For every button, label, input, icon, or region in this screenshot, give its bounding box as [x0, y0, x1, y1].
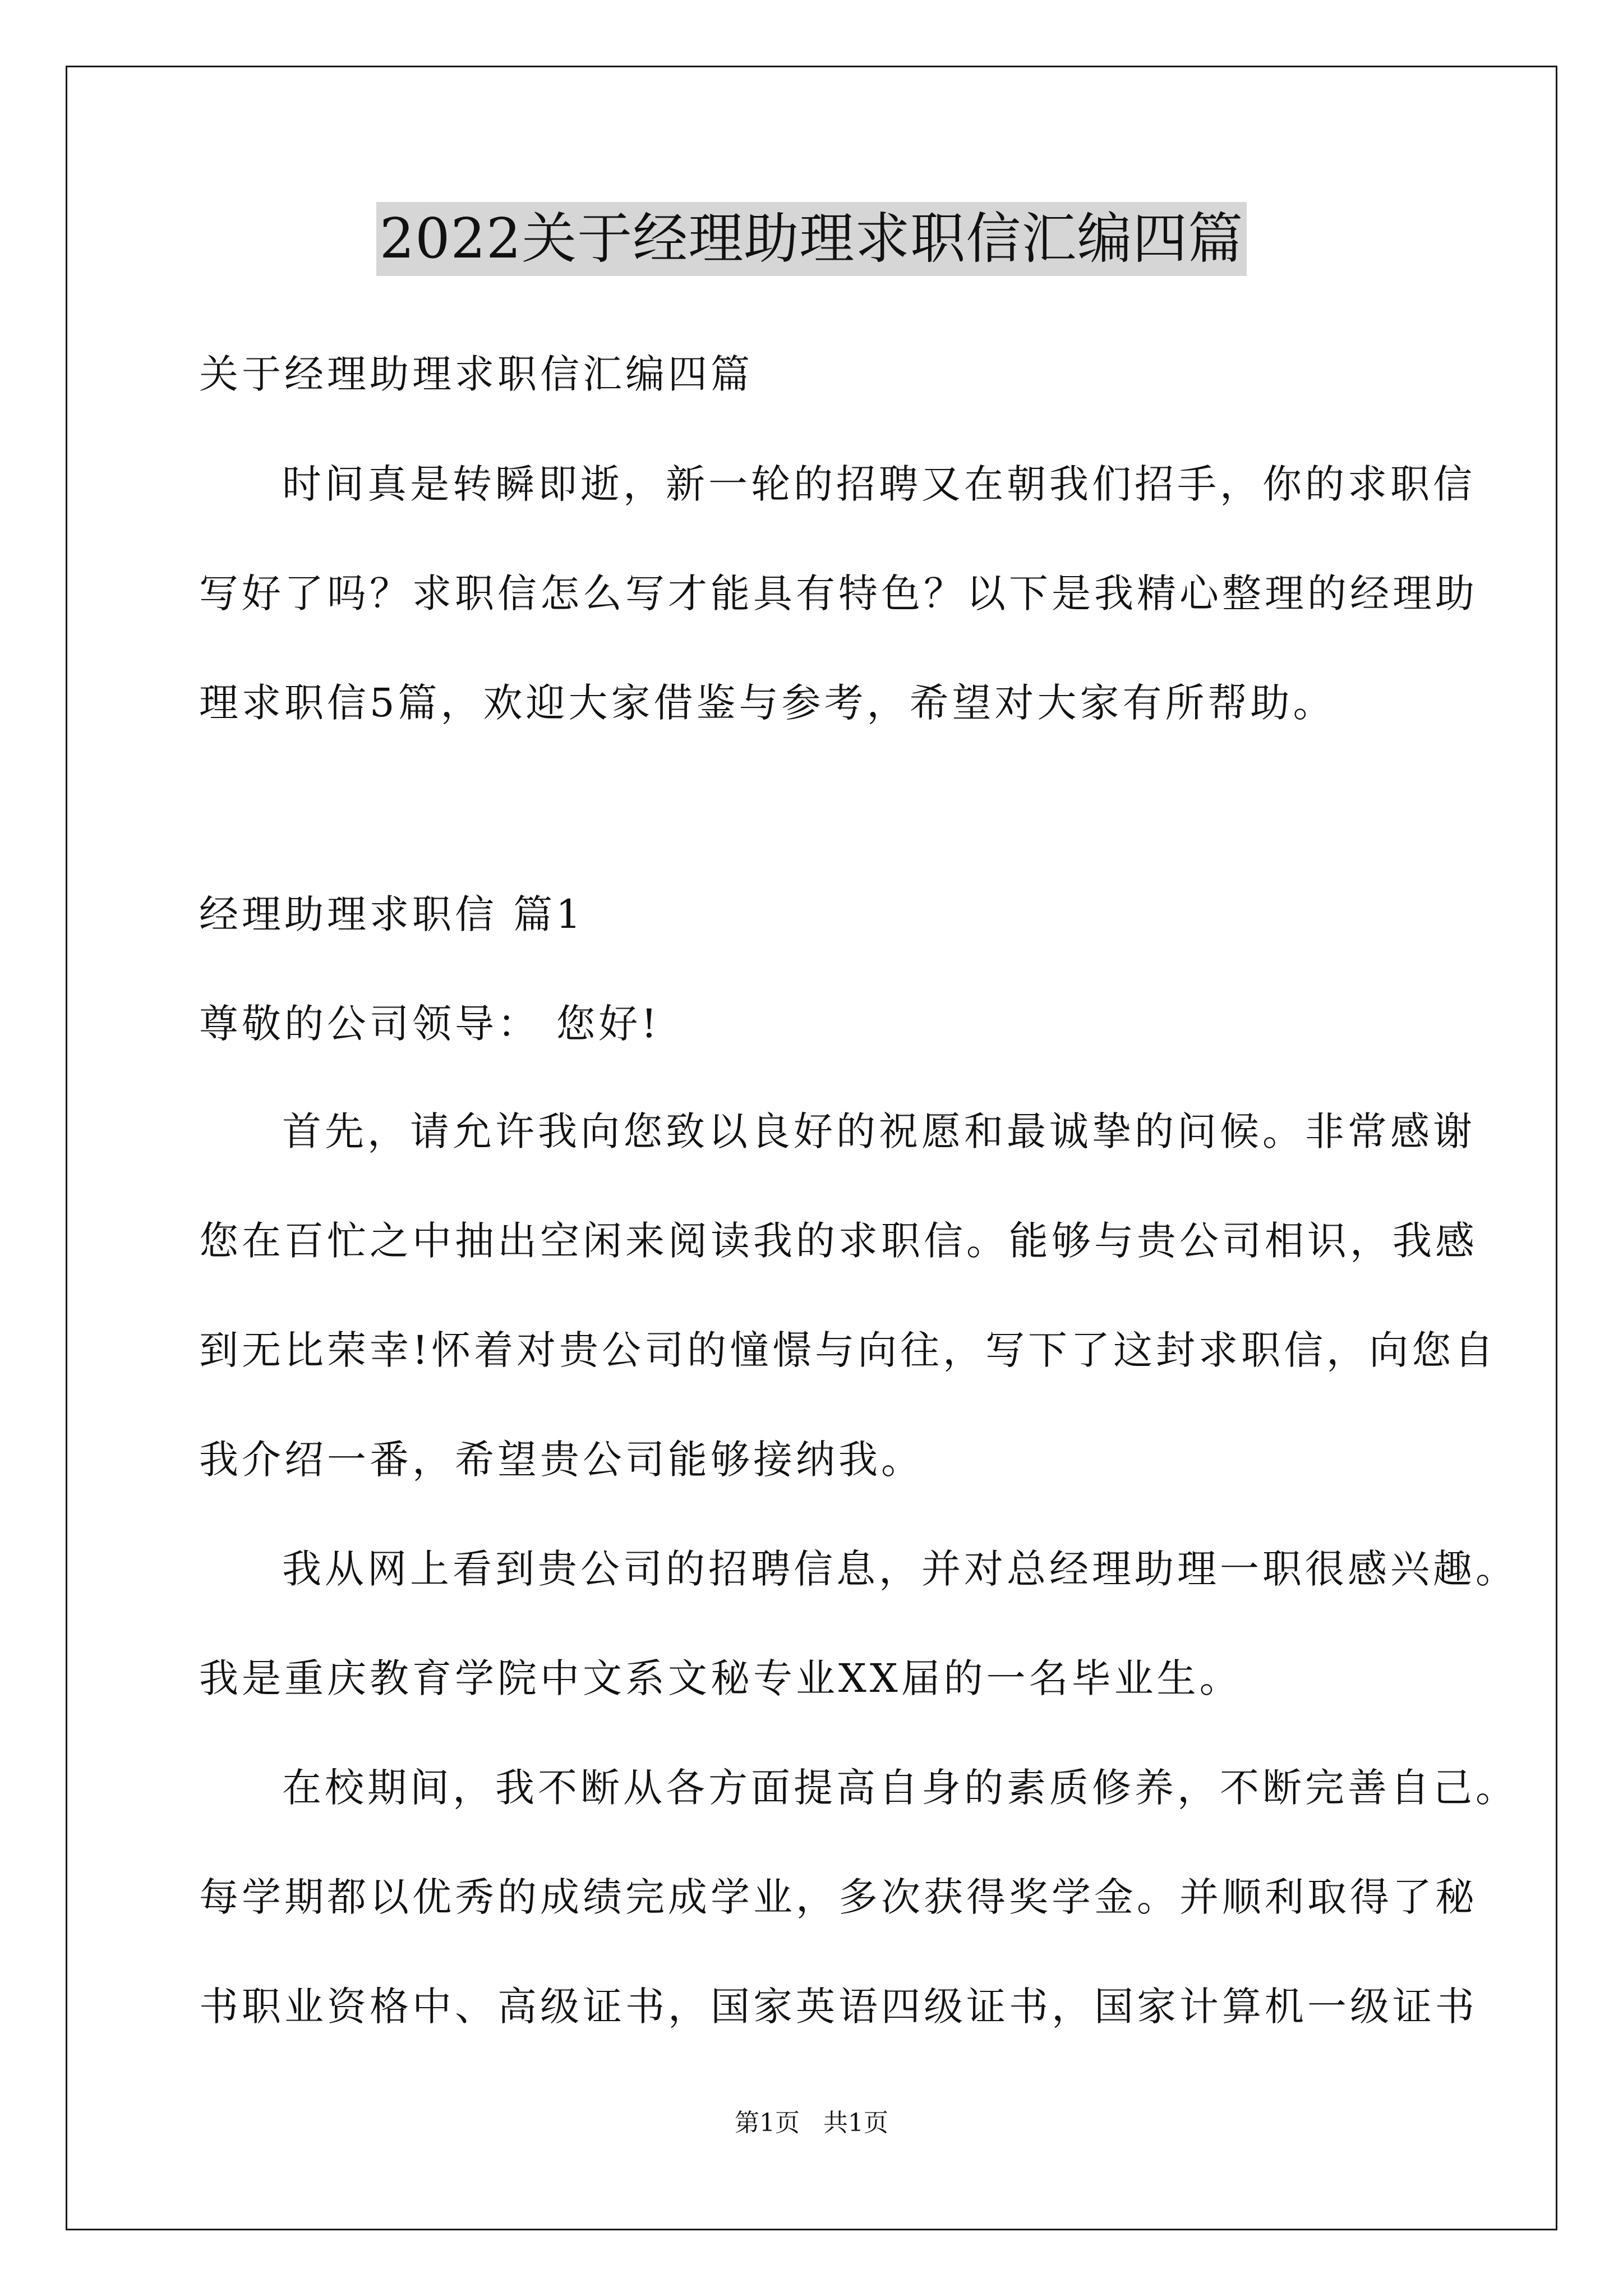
- paragraph-line: 您在百忙之中抽出空闲来阅读我的求职信。能够与贵公司相识，我感: [199, 1218, 1478, 1264]
- title-container: [0, 202, 1623, 276]
- paragraph-line: 每学期都以优秀的成绩完成学业，多次获得奖学金。并顺利取得了秘: [199, 1874, 1478, 1920]
- page-number: 第1页: [735, 2109, 800, 2137]
- document-title: 2022关于经理助理求职信汇编四篇: [376, 202, 1247, 276]
- paragraph-line: 在校期间，我不断从各方面提高自身的素质修养，不断完善自己。: [282, 1765, 1518, 1811]
- page-total: 共1页: [823, 2109, 888, 2137]
- paragraph-line: 我是重庆教育学院中文系文秘专业XX届的一名毕业生。: [199, 1655, 1242, 1701]
- intro-line: 时间真是转瞬即逝，新一轮的招聘又在朝我们招手，你的求职信: [282, 461, 1476, 507]
- paragraph-line: 我从网上看到贵公司的招聘信息，并对总经理助理一职很感兴趣。: [282, 1546, 1518, 1592]
- page-footer: [0, 2106, 1623, 2140]
- salutation: 尊敬的公司领导： 您好!: [199, 1001, 661, 1047]
- paragraph-line: 到无比荣幸!怀着对贵公司的憧憬与向往，写下了这封求职信，向您自: [199, 1327, 1497, 1373]
- intro-line: 写好了吗？求职信怎么写才能具有特色？以下是我精心整理的经理助: [199, 570, 1478, 616]
- intro-line: 理求职信5篇，欢迎大家借鉴与参考，希望对大家有所帮助。: [199, 680, 1336, 726]
- paragraph-line: 首先，请允许我向您致以良好的祝愿和最诚挚的问候。非常感谢: [282, 1108, 1476, 1154]
- section-heading: 经理助理求职信 篇1: [199, 891, 584, 937]
- paragraph-line: 书职业资格中、高级证书，国家英语四级证书，国家计算机一级证书: [199, 1984, 1478, 2030]
- document-subtitle: 关于经理助理求职信汇编四篇: [199, 351, 753, 397]
- paragraph-line: 我介绍一番，希望贵公司能够接纳我。: [199, 1437, 924, 1483]
